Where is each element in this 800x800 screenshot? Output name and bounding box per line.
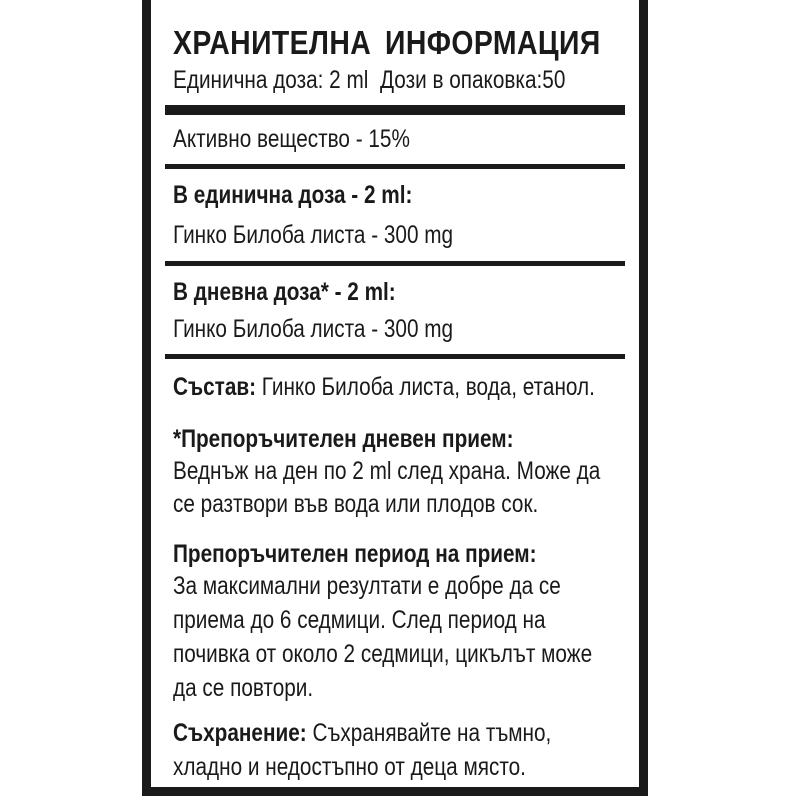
unit-dose-label: Единична доза:: [173, 66, 324, 94]
doses-per-pack-label: Дози в опаковка:: [379, 66, 543, 94]
divider: [165, 164, 625, 169]
intake-period-line: За максимални резултати е добре да се: [173, 572, 561, 600]
storage: [173, 716, 551, 750]
recommended-intake-line: се разтвори във вода или плодов сок.: [173, 490, 539, 518]
label-content: [173, 0, 617, 787]
storage-line: хладно и недостъпно от деца място.: [173, 753, 526, 781]
dose-info-line: [173, 64, 565, 96]
intake-period-line: почивка от около 2 седмици, цикълът може: [173, 640, 593, 668]
divider: [165, 354, 625, 359]
composition-label: Състав:: [173, 373, 257, 401]
unit-dose-heading: В единична доза - 2 ml:: [173, 181, 413, 209]
active-substance: Активно вещество - 15%: [173, 125, 410, 153]
intake-period-line: да се повтори.: [173, 674, 314, 702]
recommended-intake-heading: *Препоръчителен дневен прием:: [173, 425, 514, 453]
label-title: [173, 24, 601, 62]
composition-text: Гинко Билоба листа, вода, етанол.: [261, 373, 595, 401]
unit-dose-item: Гинко Билоба листа - 300 mg: [173, 221, 454, 249]
storage-label: Съхранение:: [173, 719, 307, 747]
intake-period-line: приема до 6 седмици. След период на: [173, 606, 546, 634]
composition: [173, 370, 595, 404]
divider: [165, 261, 625, 266]
daily-dose-item: Гинко Билоба листа - 300 mg: [173, 315, 454, 343]
divider-thick: [165, 105, 625, 115]
title-word-2: ИНФОРМАЦИЯ: [384, 24, 601, 61]
recommended-intake-line: Веднъж на ден по 2 ml след храна. Може да: [173, 457, 601, 485]
title-word-1: ХРАНИТЕЛНА: [173, 24, 372, 61]
doses-per-pack-value: 50: [542, 66, 566, 94]
daily-dose-heading: В дневна доза* - 2 ml:: [173, 278, 396, 306]
unit-dose-value: 2 ml: [329, 66, 369, 94]
supplement-facts-label: [142, 0, 648, 796]
storage-text-1: Съхранявайте на тъмно,: [312, 719, 552, 747]
intake-period-heading: Препоръчителен период на прием:: [173, 540, 537, 568]
